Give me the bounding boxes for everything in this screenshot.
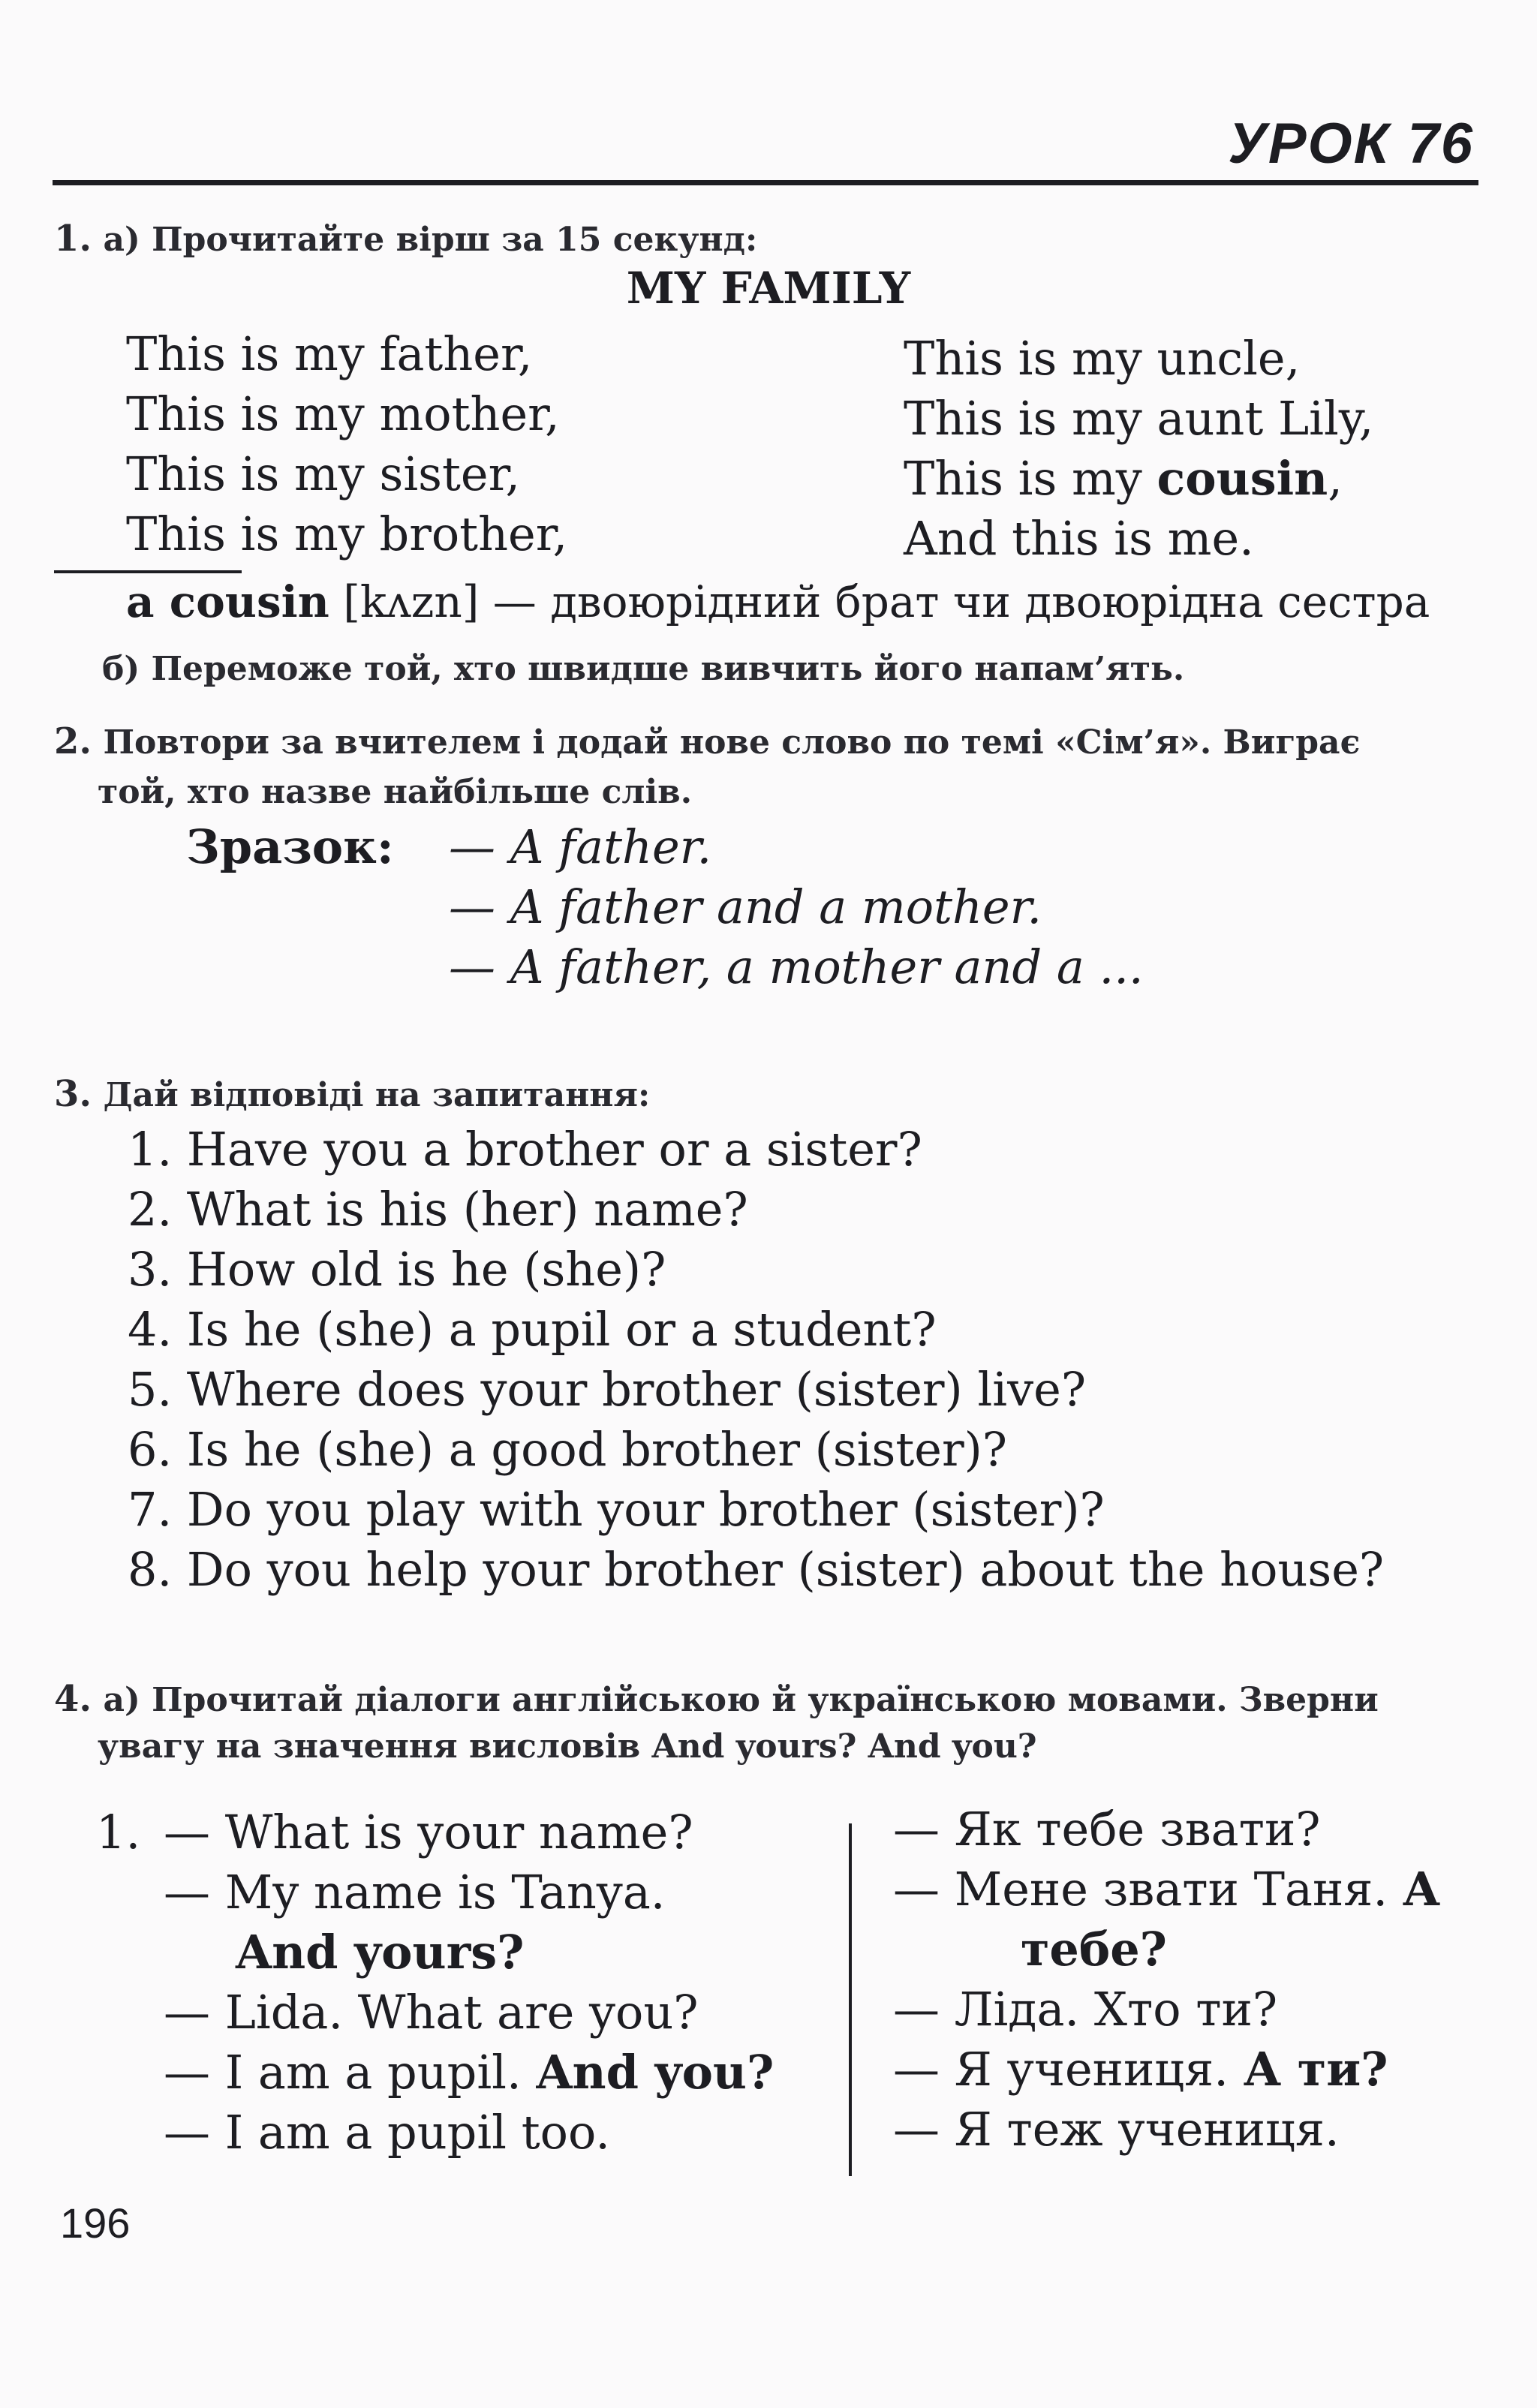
question-item: 7. Do you play with your brother (sister)? <box>128 1482 1105 1537</box>
exercise-4-instruction <box>54 1678 1379 1720</box>
footnote-rule <box>54 570 242 573</box>
dialog-bold-phrase: А <box>1402 1862 1441 1916</box>
dialog-bold-phrase: And yours? <box>236 1925 525 1980</box>
question-item: 1. Have you a brother or a sister? <box>128 1122 922 1177</box>
vocabulary-gloss <box>126 576 1430 627</box>
question-item: 2. What is his (her) name? <box>128 1182 748 1237</box>
question-item: 4. Is he (she) a pupil or a student? <box>128 1302 937 1357</box>
dialog-en-line: — My name is Tanya. <box>164 1865 666 1919</box>
poem-line: And this is me. <box>904 511 1254 566</box>
poem-left-column <box>126 324 567 564</box>
model-line-text: — A father. <box>449 819 712 874</box>
poem-line: This is my aunt Lily, <box>904 391 1374 446</box>
model-line-text: — A father and a mother. <box>449 879 1042 934</box>
exercise-text: Повтори за вчителем і додай нове слово по темі «Сім’я». Виграє <box>103 723 1361 762</box>
model-label <box>186 819 394 874</box>
model-label-text: Зразок: <box>186 819 394 874</box>
dialog-bold-phrase: А ти? <box>1243 2042 1388 2097</box>
dialog-bold-phrase: тебе? <box>1021 1922 1167 1977</box>
exercise-number: 1. <box>54 218 92 260</box>
exercise-text: увагу на значення висловів <box>98 1727 652 1766</box>
dialog-text: — I am a pupil. <box>164 2045 537 2100</box>
exercise-2-instruction <box>54 720 1360 762</box>
exercise-number: 2. <box>54 720 92 762</box>
exercise-number: 3. <box>54 1073 92 1115</box>
dialog-column-divider <box>849 1823 852 2176</box>
model-line <box>449 939 1144 994</box>
exercise-text: Дай відповіді на запитання: <box>103 1076 651 1114</box>
dialog-en-line <box>236 1922 524 1983</box>
poem-right-column <box>904 329 1373 569</box>
poem-line <box>904 449 1373 509</box>
dialog-uk-line: — Як тебе звати? <box>893 1802 1321 1856</box>
poem-title: MY FAMILY <box>626 263 911 314</box>
dialog-uk-line <box>893 1859 1440 1919</box>
dialog-text: — Мене звати Таня. <box>893 1862 1403 1916</box>
dialog-uk-line <box>1021 1919 1167 1980</box>
dialog-text: — Я учениця. <box>893 2042 1244 2097</box>
poem-line-text: This is my <box>904 451 1157 506</box>
exercise-3-instruction <box>54 1073 650 1115</box>
poem-line: This is my father, <box>126 326 533 381</box>
question-item: 3. How old is he (she)? <box>128 1242 666 1297</box>
poem-line: This is my sister, <box>126 446 521 501</box>
poem-line-punct: , <box>1328 451 1343 506</box>
exercise-4-instruction-cont <box>98 1727 1037 1766</box>
lesson-title: УРОК 76 <box>1228 112 1474 176</box>
question-item: 5. Where does your brother (sister) live? <box>128 1362 1087 1417</box>
dialog-en-line <box>164 2043 774 2103</box>
header-rule <box>53 180 1478 185</box>
exercise-part-b: б) Переможе той, хто швидше вивчить його напам’ять. <box>102 650 1185 688</box>
question-item: 6. Is he (she) a good brother (sister)? <box>128 1422 1008 1477</box>
exercise-2-instruction-cont: той, хто назве найбільше слів. <box>98 773 693 811</box>
question-item: 8. Do you help your brother (sister) about the house? <box>128 1542 1385 1597</box>
gloss-translation: [kʌzn] — двоюрідний брат чи двоюрідна сестра <box>329 576 1430 627</box>
gloss-word: a cousin <box>126 576 329 627</box>
exercise-part-a: а) Прочитайте вірш за 15 секунд: <box>103 221 758 259</box>
dialog-en-line: — What is your name? <box>164 1805 693 1859</box>
model-line <box>449 879 1042 934</box>
poem-line: This is my uncle, <box>904 331 1301 386</box>
page-number: 196 <box>60 2199 131 2247</box>
dialog-uk-line <box>893 2040 1388 2100</box>
exercise-number: 4. <box>54 1678 92 1720</box>
poem-bold-word: cousin <box>1157 451 1328 506</box>
poem-line: This is my mother, <box>126 386 560 441</box>
dialog-uk-line: — Ліда. Хто ти? <box>893 1982 1278 2037</box>
exercise-bold-phrase: And yours? And you? <box>651 1727 1037 1766</box>
model-line-text: — A father, a mother and a ... <box>449 939 1144 994</box>
question-list <box>128 1120 1384 1600</box>
dialog-en-line: — I am a pupil too. <box>164 2105 610 2160</box>
exercise-1-instruction <box>54 218 757 260</box>
dialog-bold-phrase: And you? <box>536 2045 775 2100</box>
poem-line: This is my brother, <box>126 507 568 561</box>
dialog-en-line: — Lida. What are you? <box>164 1985 699 2040</box>
dialog-uk-line: — Я теж учениця. <box>893 2102 1340 2157</box>
dialog-number: 1. <box>96 1805 141 1859</box>
exercise-text: а) Прочитай діалоги англійською й українською мовами. Зверни <box>103 1681 1379 1719</box>
model-line <box>449 819 711 874</box>
